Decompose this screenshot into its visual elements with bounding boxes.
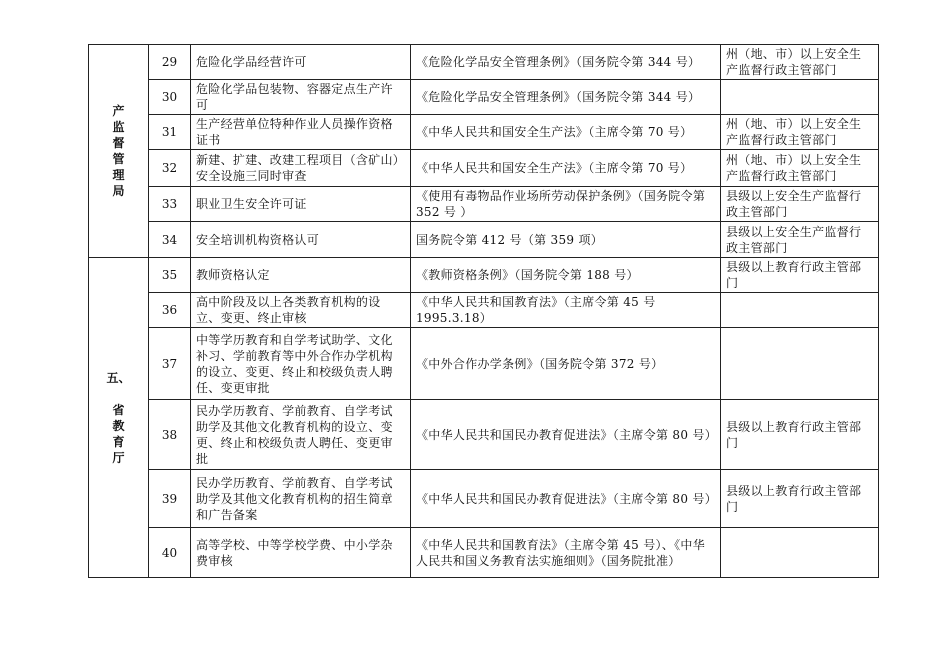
authority-cell (721, 528, 879, 578)
item-number-cell: 37 (149, 328, 191, 400)
table-row (89, 150, 879, 187)
item-number-cell: 33 (149, 187, 191, 222)
item-name-cell: 危险化学品经营许可 (191, 45, 411, 80)
item-number-cell: 40 (149, 528, 191, 578)
department-label: 五、 省 教 育 厅 (106, 370, 131, 465)
legal-basis-cell: 《中华人民共和国民办教育促进法》（主席令第 80 号） (411, 400, 721, 470)
item-number-cell: 30 (149, 80, 191, 115)
legal-basis-cell: 《危险化学品安全管理条例》（国务院令第 344 号） (411, 45, 721, 80)
legal-basis-cell: 《中华人民共和国安全生产法》（主席令第 70 号） (411, 115, 721, 150)
item-number-cell: 32 (149, 150, 191, 187)
item-name-cell: 教师资格认定 (191, 258, 411, 293)
legal-basis-cell: 《中华人民共和国教育法》（主席令第 45 号 1995.3.18） (411, 293, 721, 328)
department-label: 产 监 督 管 理 局 (112, 104, 125, 198)
authority-cell: 县级以上教育行政主管部门 (721, 400, 879, 470)
legal-basis-cell: 《中外合作办学条例》（国务院令第 372 号） (411, 328, 721, 400)
department-cell (89, 45, 149, 258)
table-row (89, 222, 879, 258)
authority-cell (721, 328, 879, 400)
department-cell (89, 258, 149, 578)
authority-cell: 县级以上安全生产监督行政主管部门 (721, 187, 879, 222)
authority-cell: 州（地、市）以上安全生产监督行政主管部门 (721, 115, 879, 150)
table-row (89, 400, 879, 470)
item-name-cell: 民办学历教育、学前教育、自学考试助学及其他文化教育机构的招生简章和广告备案 (191, 470, 411, 528)
authority-cell: 县级以上教育行政主管部门 (721, 258, 879, 293)
legal-basis-cell: 国务院令第 412 号（第 359 项） (411, 222, 721, 258)
authority-cell (721, 293, 879, 328)
item-number-cell: 31 (149, 115, 191, 150)
item-name-cell: 生产经营单位特种作业人员操作资格证书 (191, 115, 411, 150)
table-row (89, 80, 879, 115)
legal-basis-cell: 《使用有毒物品作业场所劳动保护条例》（国务院令第 352 号 ） (411, 187, 721, 222)
authority-cell (721, 80, 879, 115)
approval-items-table (88, 44, 879, 578)
table-row (89, 187, 879, 222)
legal-basis-cell: 《中华人民共和国教育法》（主席令第 45 号）、《中华人民共和国义务教育法实施细则》（国务院批准） (411, 528, 721, 578)
table-row (89, 45, 879, 80)
authority-cell: 州（地、市）以上安全生产监督行政主管部门 (721, 150, 879, 187)
item-number-cell: 35 (149, 258, 191, 293)
item-name-cell: 危险化学品包装物、容器定点生产许可 (191, 80, 411, 115)
item-name-cell: 职业卫生安全许可证 (191, 187, 411, 222)
authority-cell: 州（地、市）以上安全生产监督行政主管部门 (721, 45, 879, 80)
legal-basis-cell: 《中华人民共和国民办教育促进法》（主席令第 80 号） (411, 470, 721, 528)
authority-cell: 县级以上安全生产监督行政主管部门 (721, 222, 879, 258)
item-number-cell: 34 (149, 222, 191, 258)
table-row (89, 293, 879, 328)
table-row (89, 470, 879, 528)
item-name-cell: 高中阶段及以上各类教育机构的设立、变更、终止审核 (191, 293, 411, 328)
item-number-cell: 38 (149, 400, 191, 470)
item-name-cell: 新建、扩建、改建工程项目（含矿山）安全设施三同时审查 (191, 150, 411, 187)
item-name-cell: 安全培训机构资格认可 (191, 222, 411, 258)
item-name-cell: 高等学校、中等学校学费、中小学杂费审核 (191, 528, 411, 578)
item-number-cell: 36 (149, 293, 191, 328)
table-row (89, 328, 879, 400)
table-row (89, 115, 879, 150)
authority-cell: 县级以上教育行政主管部门 (721, 470, 879, 528)
legal-basis-cell: 《危险化学品安全管理条例》（国务院令第 344 号） (411, 80, 721, 115)
legal-basis-cell: 《教师资格条例》（国务院令第 188 号） (411, 258, 721, 293)
item-name-cell: 民办学历教育、学前教育、自学考试助学及其他文化教育机构的设立、变更、终止和校级负责人聘任、变更审批 (191, 400, 411, 470)
table-row (89, 528, 879, 578)
table-row (89, 258, 879, 293)
legal-basis-cell: 《中华人民共和国安全生产法》（主席令第 70 号） (411, 150, 721, 187)
item-name-cell: 中等学历教育和自学考试助学、文化补习、学前教育等中外合作办学机构的设立、变更、终止和校级负责人聘任、变更审批 (191, 328, 411, 400)
item-number-cell: 39 (149, 470, 191, 528)
item-number-cell: 29 (149, 45, 191, 80)
